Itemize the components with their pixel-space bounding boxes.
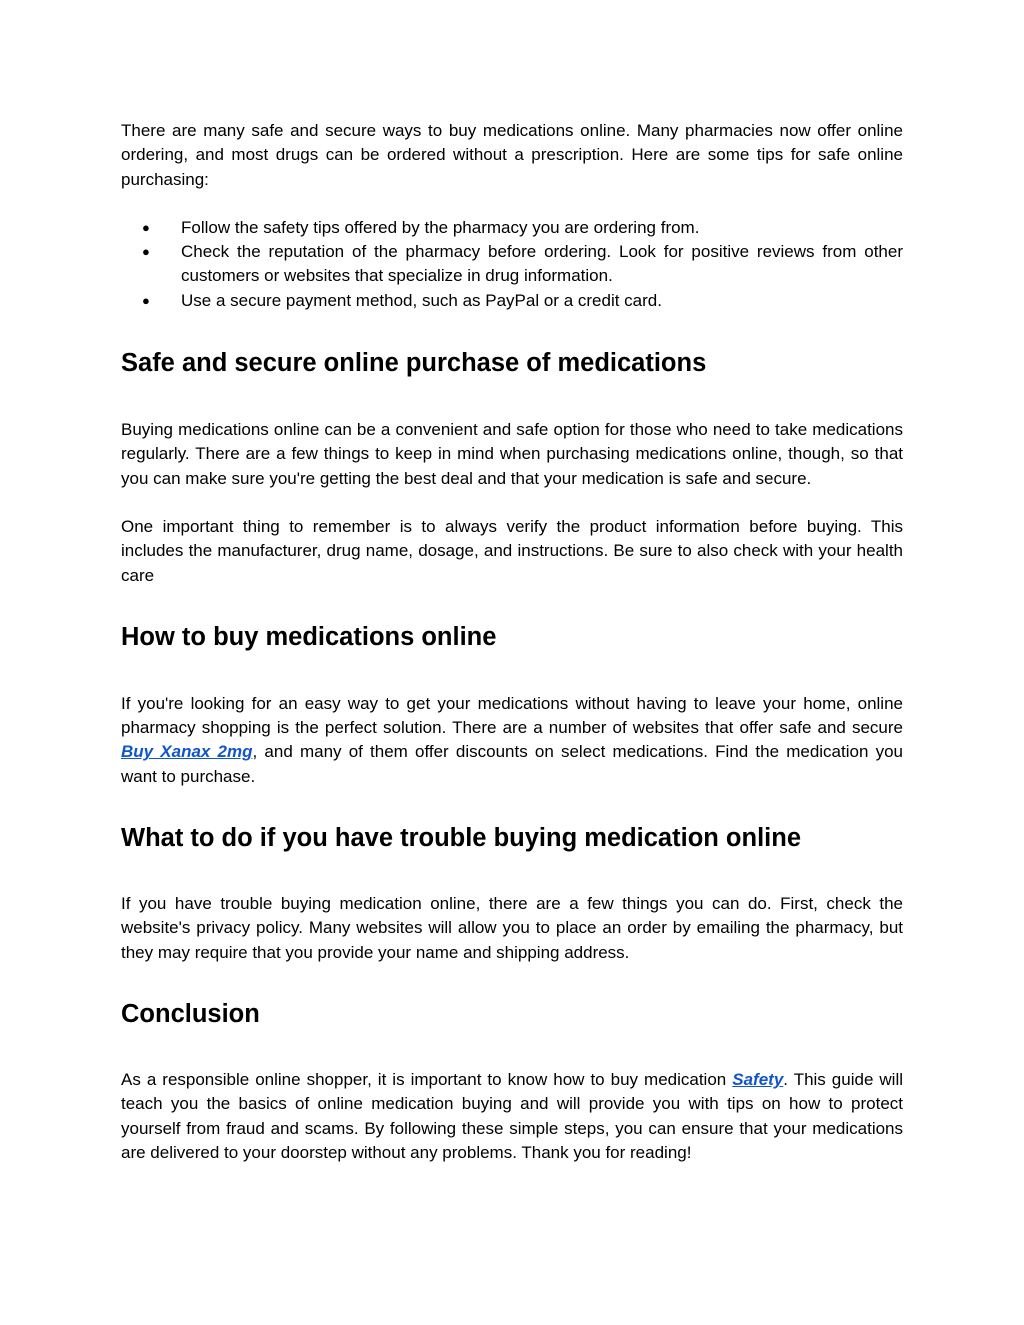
list-item-text: Use a secure payment method, such as PayPal or a credit card.: [181, 290, 662, 310]
list-item: [121, 289, 903, 313]
safe-paragraph-1: Buying medications online can be a convenient and safe option for those who need to take medications regularly. There are a few things to keep in mind when purchasing medications online, though, so that you can make sure you're getting the best deal and that your medication is safe and secure.: [121, 420, 903, 488]
intro-paragraph: There are many safe and secure ways to buy medications online. Many pharmacies now offer online ordering, and most drugs can be ordered without a prescription. Here are some tips for safe online purchasing:: [121, 121, 903, 189]
how-paragraph: [121, 692, 903, 789]
buy-xanax-link[interactable]: Buy Xanax 2mg: [121, 742, 253, 762]
list-item-text: Check the reputation of the pharmacy before ordering. Look for positive reviews from other customers or websites that specialize in drug information.: [181, 242, 903, 286]
section-heading-trouble: What to do if you have trouble buying medication online: [121, 824, 802, 853]
bullet-icon: ●: [142, 292, 150, 308]
document-page: [121, 119, 903, 1165]
conclusion-text-before: As a responsible online shopper, it is important to know how to buy medication: [121, 1069, 733, 1089]
how-text-after: , and many of them offer discounts on select medications. Find the medication you want to purchase.: [121, 742, 903, 786]
conclusion-paragraph: [121, 1068, 903, 1165]
bullet-icon: ●: [142, 219, 150, 235]
safe-paragraph-2: One important thing to remember is to always verify the product information before buying. This includes the manufacturer, drug name, dosage, and instructions. Be sure to also check with your health care: [121, 516, 903, 585]
conclusion-text-after: . This guide will teach you the basics of online medication buying and will provide you with tips on how to protect yourself from fraud and scams. By following these simple steps, you can ensure that your medications are delivered to your doorstep without any problems. Thank you for reading!: [121, 1069, 903, 1162]
bullet-icon: ●: [142, 244, 150, 260]
list-item: [121, 216, 903, 240]
list-item-text: Follow the safety tips offered by the pharmacy you are ordering from.: [181, 217, 700, 237]
list-item: [121, 240, 903, 289]
section-heading-safe: Safe and secure online purchase of medications: [121, 349, 707, 378]
section-heading-conclusion: Conclusion: [121, 999, 260, 1028]
tips-list: [121, 216, 903, 313]
safety-link[interactable]: Safety: [732, 1069, 784, 1089]
trouble-paragraph: If you have trouble buying medication online, there are a few things you can do. First, check the website's privacy policy. Many websites will allow you to place an order by emailing the pharmacy, but they may require that you provide your name and shipping address.: [121, 894, 903, 962]
section-heading-how: How to buy medications online: [121, 622, 497, 651]
how-text-before: If you're looking for an easy way to get your medications without having to leave your home, online pharmacy shopping is the perfect solution. There are a number of websites that offer safe and secure: [121, 693, 903, 738]
